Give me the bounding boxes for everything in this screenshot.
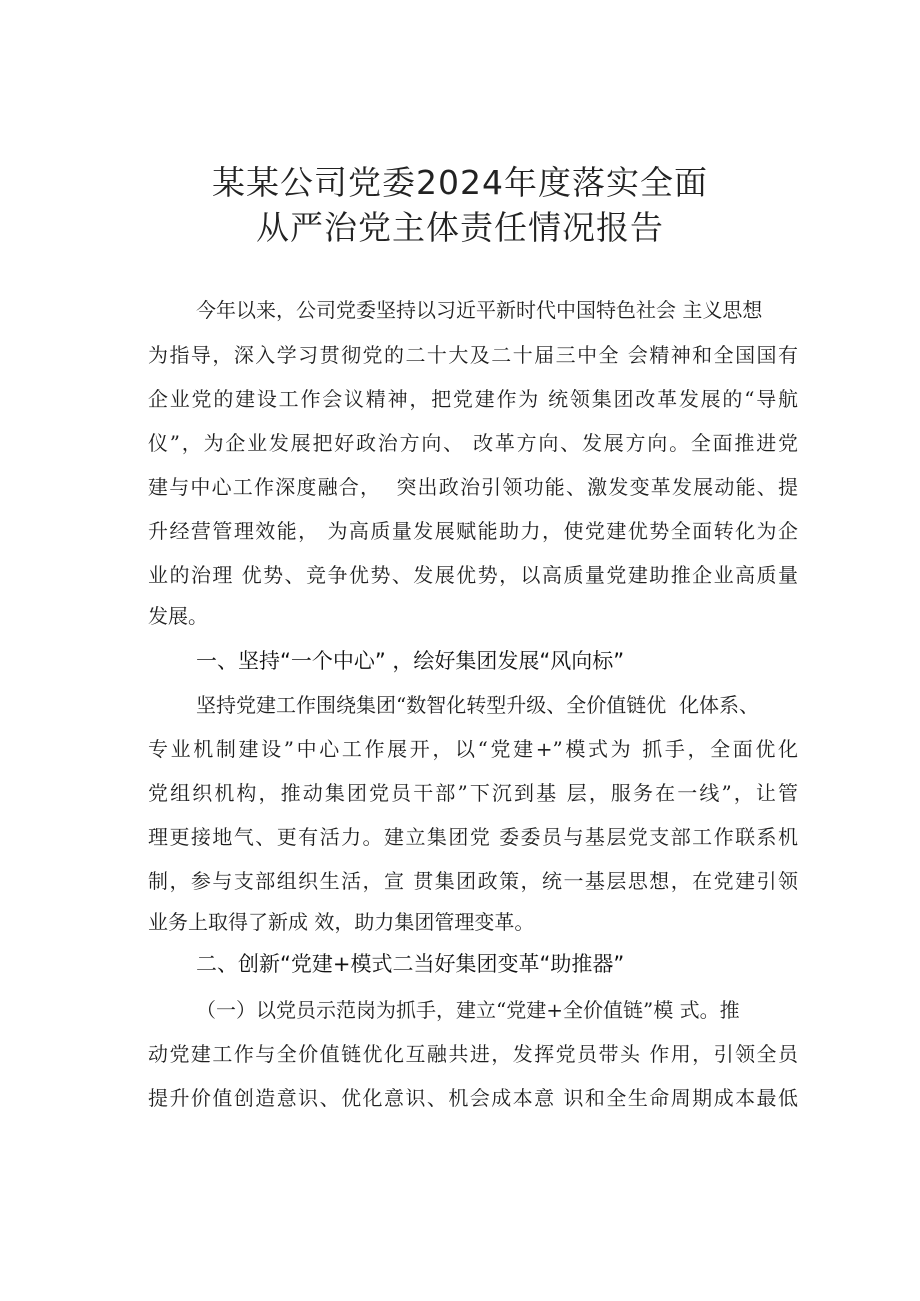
paragraph-1-line-5: 建与中心工作深度融合， 突出政治引领功能、激发变革发展动能、提	[148, 475, 798, 499]
paragraph-1-line-7: 业的治理 优势、竞争优势、发展优势，以高质量党建助推企业高质量	[148, 563, 798, 587]
paragraph-3-line-3: 提升价值创造意识、优化意识、机会成本意 识和全生命周期成本最低	[148, 1086, 798, 1110]
paragraph-2-line-5: 制，参与支部组织生活，宣 贯集团政策，统一基层思想，在党建引领	[148, 869, 798, 893]
paragraph-1-line-6: 升经营管理效能， 为高质量发展赋能助力，使党建优势全面转化为企	[148, 519, 798, 543]
document-title-line-2: 从严治党主体责任情况报告	[256, 208, 664, 247]
paragraph-1-line-4: 仪”，为企业发展把好政治方向、 改革方向、发展方向。全面推进党	[148, 431, 798, 455]
paragraph-1-line-8: 发展。	[148, 604, 208, 628]
document-title-line-1: 某某公司党委2024年度落实全面	[212, 163, 708, 202]
paragraph-2-line-3: 党组织机构，推动集团党员干部”下沉到基 层，服务在一线”，让管	[148, 781, 798, 805]
paragraph-1-line-1: 今年以来，公司党委坚持以习近平新时代中国特色社会 主义思想	[196, 298, 763, 322]
paragraph-2-line-4: 理更接地气、更有活力。建立集团党 委委员与基层党支部工作联系机	[148, 825, 798, 849]
paragraph-2-line-1: 坚持党建工作围绕集团“数智化转型升级、全价值链优 化体系、	[196, 693, 759, 717]
paragraph-1-line-3: 企业党的建设工作会议精神，把党建作为 统领集团改革发展的“导航	[148, 387, 798, 411]
paragraph-2-line-6: 业务上取得了新成 效，助力集团管理变革。	[148, 910, 535, 934]
paragraph-2-line-2: 专业机制建设”中心工作展开，以“党建+”模式为 抓手，全面优化	[148, 737, 798, 761]
section-heading-1: 一、坚持“一个中心” ，绘好集团发展“风向标”	[196, 649, 625, 673]
section-heading-2: 二、创新“党建+模式二当好集团变革“助推器”	[196, 952, 625, 976]
paragraph-1-line-2: 为指导，深入学习贯彻党的二十大及二十届三中全 会精神和全国国有	[148, 343, 798, 367]
paragraph-3-line-1: （一）以党员示范岗为抓手，建立“党建+全价值链”模 式。推	[196, 998, 740, 1022]
paragraph-3-line-2: 动党建工作与全价值链优化互融共进，发挥党员带头 作用，引领全员	[148, 1042, 798, 1066]
